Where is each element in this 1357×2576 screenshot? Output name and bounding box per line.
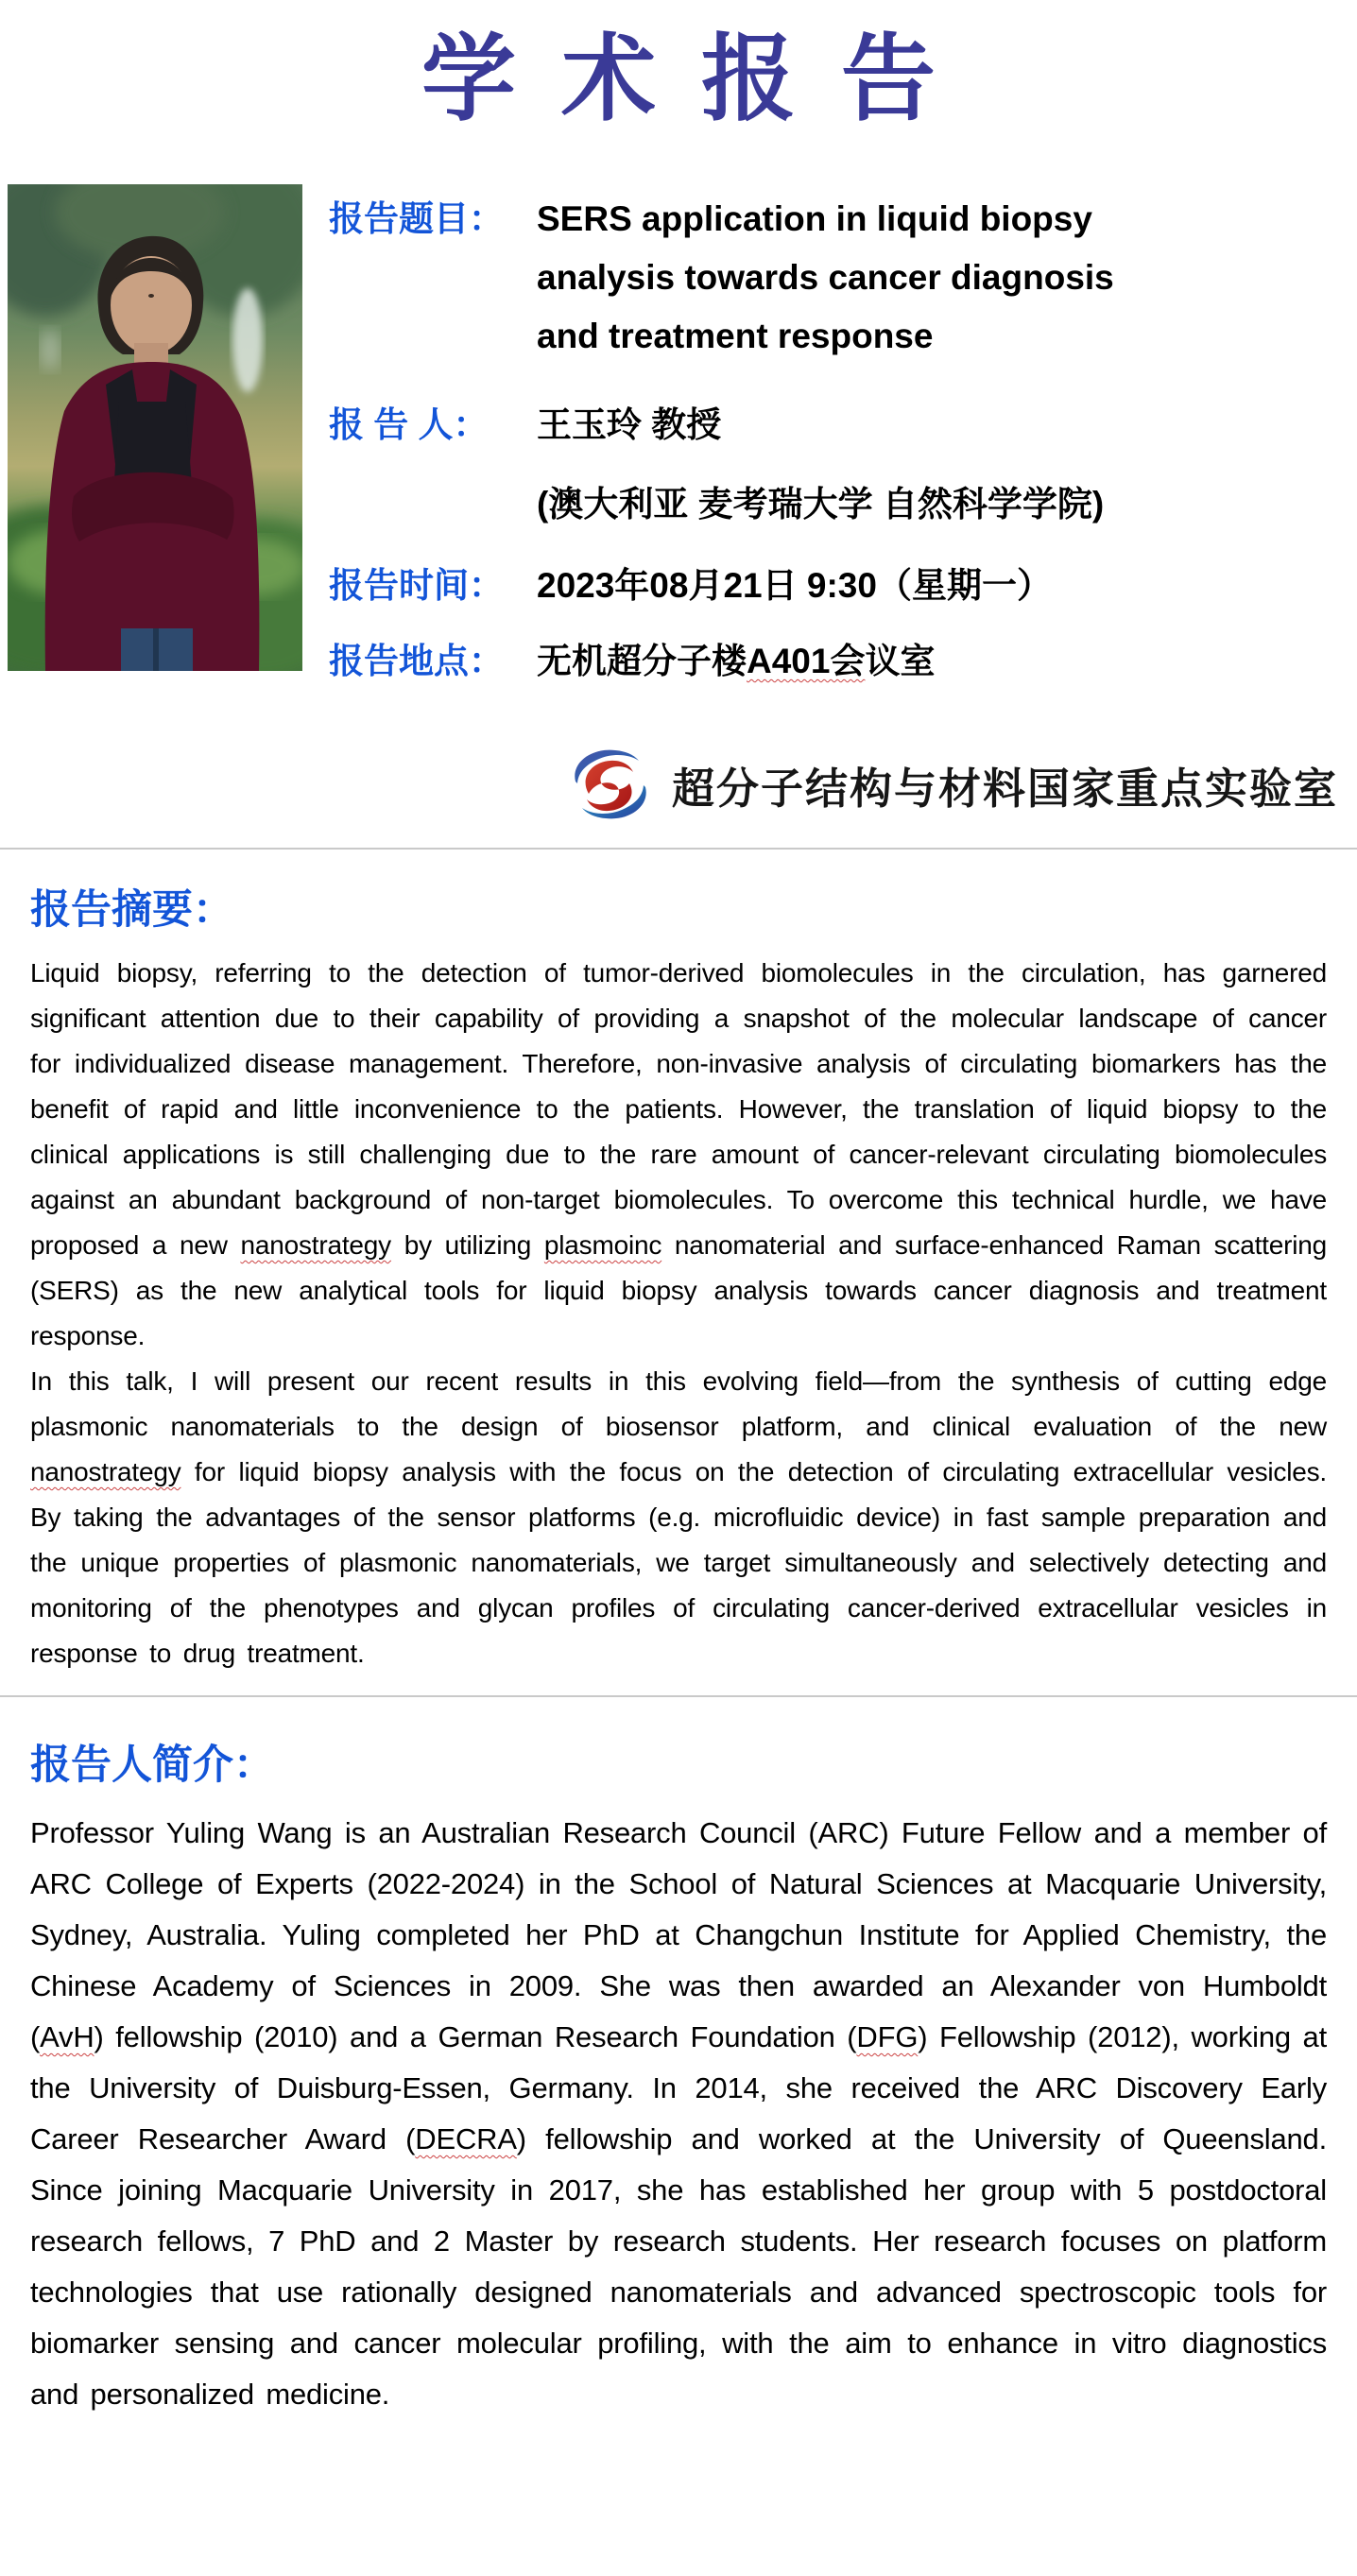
bio-heading: 报告人简介： xyxy=(30,1743,274,1788)
time-row xyxy=(329,557,1336,615)
speaker-label: 报 告 人： xyxy=(329,405,489,444)
abstract-section xyxy=(0,878,1357,1676)
text-segment: by utilizing xyxy=(390,1230,544,1260)
text-segment: Professor Yuling Wang is an Australian Research Council (ARC) Future Fellow and a member of ARC College of Experts (2022-2024) in the School of Natural Sciences at Macquarie University, Sydney, Australia. Yuling completed her PhD at Changchun Institute for Applied Chemistry, the Chinese Academy of Sciences in 2009. She was then awarded an Alexander von Humboldt ( xyxy=(30,1816,1327,2053)
spellcheck-flagged-text: A401会 xyxy=(747,642,866,680)
venue-label: 报告地点： xyxy=(329,642,504,680)
page-title: 学术报告 xyxy=(421,26,981,132)
spellcheck-flagged-text: DECRA xyxy=(415,2122,517,2155)
topic-line-1: SERS application in liquid biopsy xyxy=(537,199,1092,238)
supramolecular-lab-logo-icon xyxy=(562,742,659,827)
affiliation-row xyxy=(329,475,1336,534)
lab-name: 超分子结构与材料国家重点实验室 xyxy=(672,764,1339,813)
bio-paragraph xyxy=(30,1808,1327,2420)
header-info-section xyxy=(8,184,1336,691)
spellcheck-flagged-text: plasmoinc xyxy=(543,1230,662,1260)
time-value: 2023年08月21日 9:30（星期一） xyxy=(537,566,1052,605)
text-segment: for liquid biopsy analysis with the focus on the detection of circulating extracellular vesicles. By taking the advantages of the sensor platforms (e.g. microfluidic device) in fast sample preparation and the unique properties of plasmonic nanomaterials, we target simultaneously and selectively detecting and monitoring of the phenotypes and glycan profiles of circulating cancer-derived extracellular vesicles in response to drug treatment. xyxy=(30,1457,1327,1668)
topic-label: 报告题目： xyxy=(329,199,504,238)
header-divider xyxy=(0,848,1357,850)
topic-line-3: and treatment response xyxy=(537,317,934,355)
speaker-name: 王玉玲 教授 xyxy=(537,405,722,444)
text-segment: 议室 xyxy=(865,642,936,680)
spellcheck-flagged-text: AvH xyxy=(40,2020,94,2053)
topic-value xyxy=(537,190,1114,366)
time-label: 报告时间： xyxy=(329,566,504,605)
venue-row xyxy=(329,632,1336,691)
speaker-row xyxy=(329,396,1336,455)
text-segment: ) fellowship (2010) and a German Research Foundation ( xyxy=(94,2020,857,2053)
venue-value xyxy=(537,632,935,691)
abstract-paragraph-1 xyxy=(30,951,1327,1359)
text-segment: ) fellowship and worked at the University of Queensland. Since joining Macquarie University in 2017, she has established her group with 5 postdoctoral research fellows, 7 PhD and 2 Master by research students. Her research focuses on platform technologies that use rationally designed nanomaterials and advanced spectroscopic tools for biomarker sensing and cancer molecular profiling, with the aim to enhance in vitro diagnostics and personalized medicine. xyxy=(30,2122,1327,2411)
topic-line-2: analysis towards cancer diagnosis xyxy=(537,258,1114,297)
bio-section xyxy=(0,1733,1357,2420)
topic-row xyxy=(329,190,1336,366)
speaker-affiliation: (澳大利亚 麦考瑞大学 自然科学学院) xyxy=(537,485,1105,524)
text-segment: 无机超分子楼 xyxy=(537,642,747,680)
text-segment: Liquid biopsy, referring to the detection of tumor-derived biomolecules in the circulation, has garnered significant attention due to their capability of providing a snapshot of the molecular landscape of cancer for individualized disease management. Therefore, non-invasive analysis of circulating biomarkers has the benefit of rapid and little inconvenience to the patients. However, the translation of liquid biopsy to the clinical applications is still challenging due to the rare amount of cancer-relevant circulating biomolecules against an abundant background of non-target biomolecules. To overcome this technical hurdle, we have proposed a new xyxy=(30,958,1327,1260)
speaker-photo xyxy=(8,184,302,671)
spellcheck-flagged-text: nanostrategy xyxy=(240,1230,391,1260)
lecture-info xyxy=(329,184,1336,691)
section-divider xyxy=(0,1695,1357,1697)
text-segment: ) Fellowship (2012), working at the University of Duisburg-Essen, Germany. In 2014, she received the ARC Discovery Early Career Researcher Award ( xyxy=(30,2020,1327,2155)
text-segment: In this talk, I will present our recent results in this evolving field—from the synthesis of cutting edge plasmonic nanomaterials to the design of biosensor platform, and clinical evaluation of the new xyxy=(30,1366,1327,1441)
abstract-heading: 报告摘要： xyxy=(30,887,233,933)
text-segment: nanomaterial and surface-enhanced Raman scattering (SERS) as the new analytical tools for liquid biopsy analysis towards cancer diagnosis and treatment response. xyxy=(30,1230,1327,1350)
lab-branding xyxy=(562,742,1357,827)
spellcheck-flagged-text: DFG xyxy=(856,2020,919,2053)
spellcheck-flagged-text: nanostrategy xyxy=(30,1457,181,1486)
abstract-paragraph-2 xyxy=(30,1359,1327,1676)
